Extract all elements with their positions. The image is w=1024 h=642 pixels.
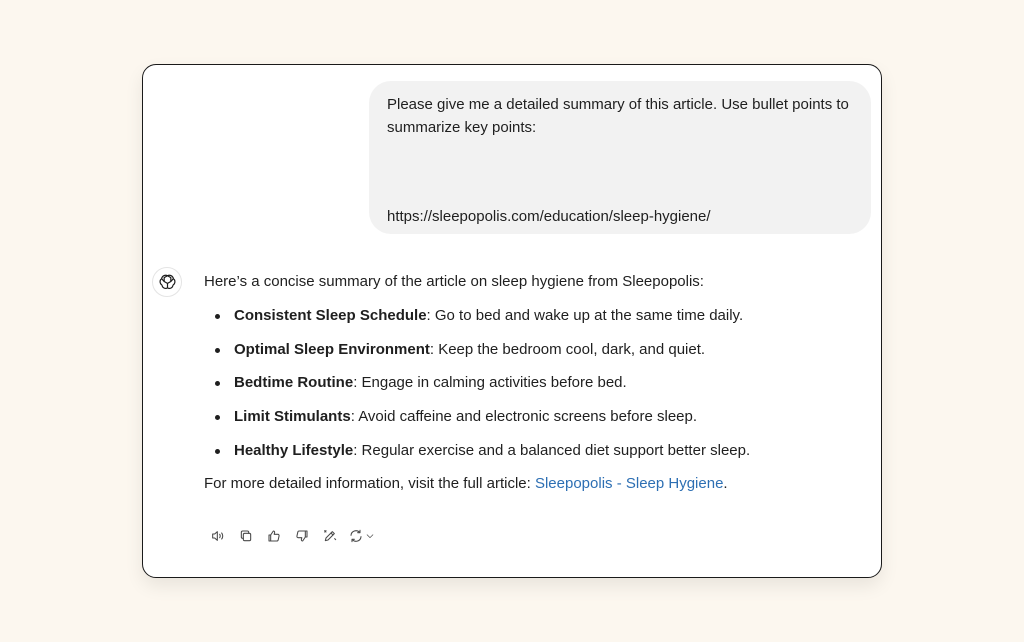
thumbs-up-icon xyxy=(266,528,282,544)
list-item xyxy=(204,339,864,361)
user-message-bubble xyxy=(369,81,871,234)
list-item-title: Limit Stimulants xyxy=(234,408,351,426)
list-item-text: : Avoid caffeine and electronic screens before sleep. xyxy=(350,408,698,426)
assistant-reply xyxy=(204,271,864,495)
summary-list xyxy=(204,305,864,462)
list-item-title: Bedtime Routine xyxy=(234,374,354,392)
bullet-dot xyxy=(215,314,220,319)
openai-logo-icon xyxy=(158,273,177,292)
thumbs-down-icon xyxy=(294,528,310,544)
user-url-text: https://sleepopolis.com/education/sleep-hygiene/ xyxy=(387,208,711,225)
article-link[interactable]: Sleepopolis - Sleep Hygiene xyxy=(534,475,724,493)
list-item xyxy=(204,406,864,428)
user-prompt-text: Please give me a detailed summary of this article. Use bullet points to summarize key points: xyxy=(387,96,849,136)
list-item-text: : Engage in calming activities before bed. xyxy=(353,374,627,392)
copy-button[interactable] xyxy=(232,525,260,547)
outro-period: . xyxy=(723,475,728,493)
message-actions xyxy=(204,525,378,547)
thumbs-down-button[interactable] xyxy=(288,525,316,547)
chat-card xyxy=(142,64,882,578)
bullet-dot xyxy=(215,348,220,353)
list-item-title: Healthy Lifestyle xyxy=(234,441,354,459)
outro-text: For more detailed information, visit the full article: xyxy=(204,475,535,493)
copy-icon xyxy=(238,528,254,544)
list-item xyxy=(204,372,864,394)
regenerate-button[interactable] xyxy=(344,525,378,547)
regenerate-icon xyxy=(348,528,364,544)
thumbs-up-button[interactable] xyxy=(260,525,288,547)
speaker-icon xyxy=(210,528,226,544)
reply-outro xyxy=(204,473,864,495)
bullet-dot xyxy=(215,449,220,454)
list-item-title: Consistent Sleep Schedule xyxy=(234,307,427,324)
read-aloud-button[interactable] xyxy=(204,525,232,547)
list-item-text: : Keep the bedroom cool, dark, and quiet. xyxy=(429,340,706,358)
list-item-text: : Regular exercise and a balanced diet support better sleep. xyxy=(353,441,751,459)
list-item-text: : Go to bed and wake up at the same time daily. xyxy=(426,307,744,324)
reply-intro: Here’s a concise summary of the article on sleep hygiene from Sleepopolis: xyxy=(204,273,704,290)
list-item xyxy=(204,305,864,327)
bullet-dot xyxy=(215,415,220,420)
bullet-dot xyxy=(215,381,220,386)
edit-button[interactable] xyxy=(316,525,344,547)
list-item-title: Optimal Sleep Environment xyxy=(234,340,430,358)
assistant-avatar xyxy=(152,267,182,297)
list-item xyxy=(204,440,864,462)
chevron-down-icon xyxy=(365,531,375,541)
edit-icon xyxy=(322,528,338,544)
